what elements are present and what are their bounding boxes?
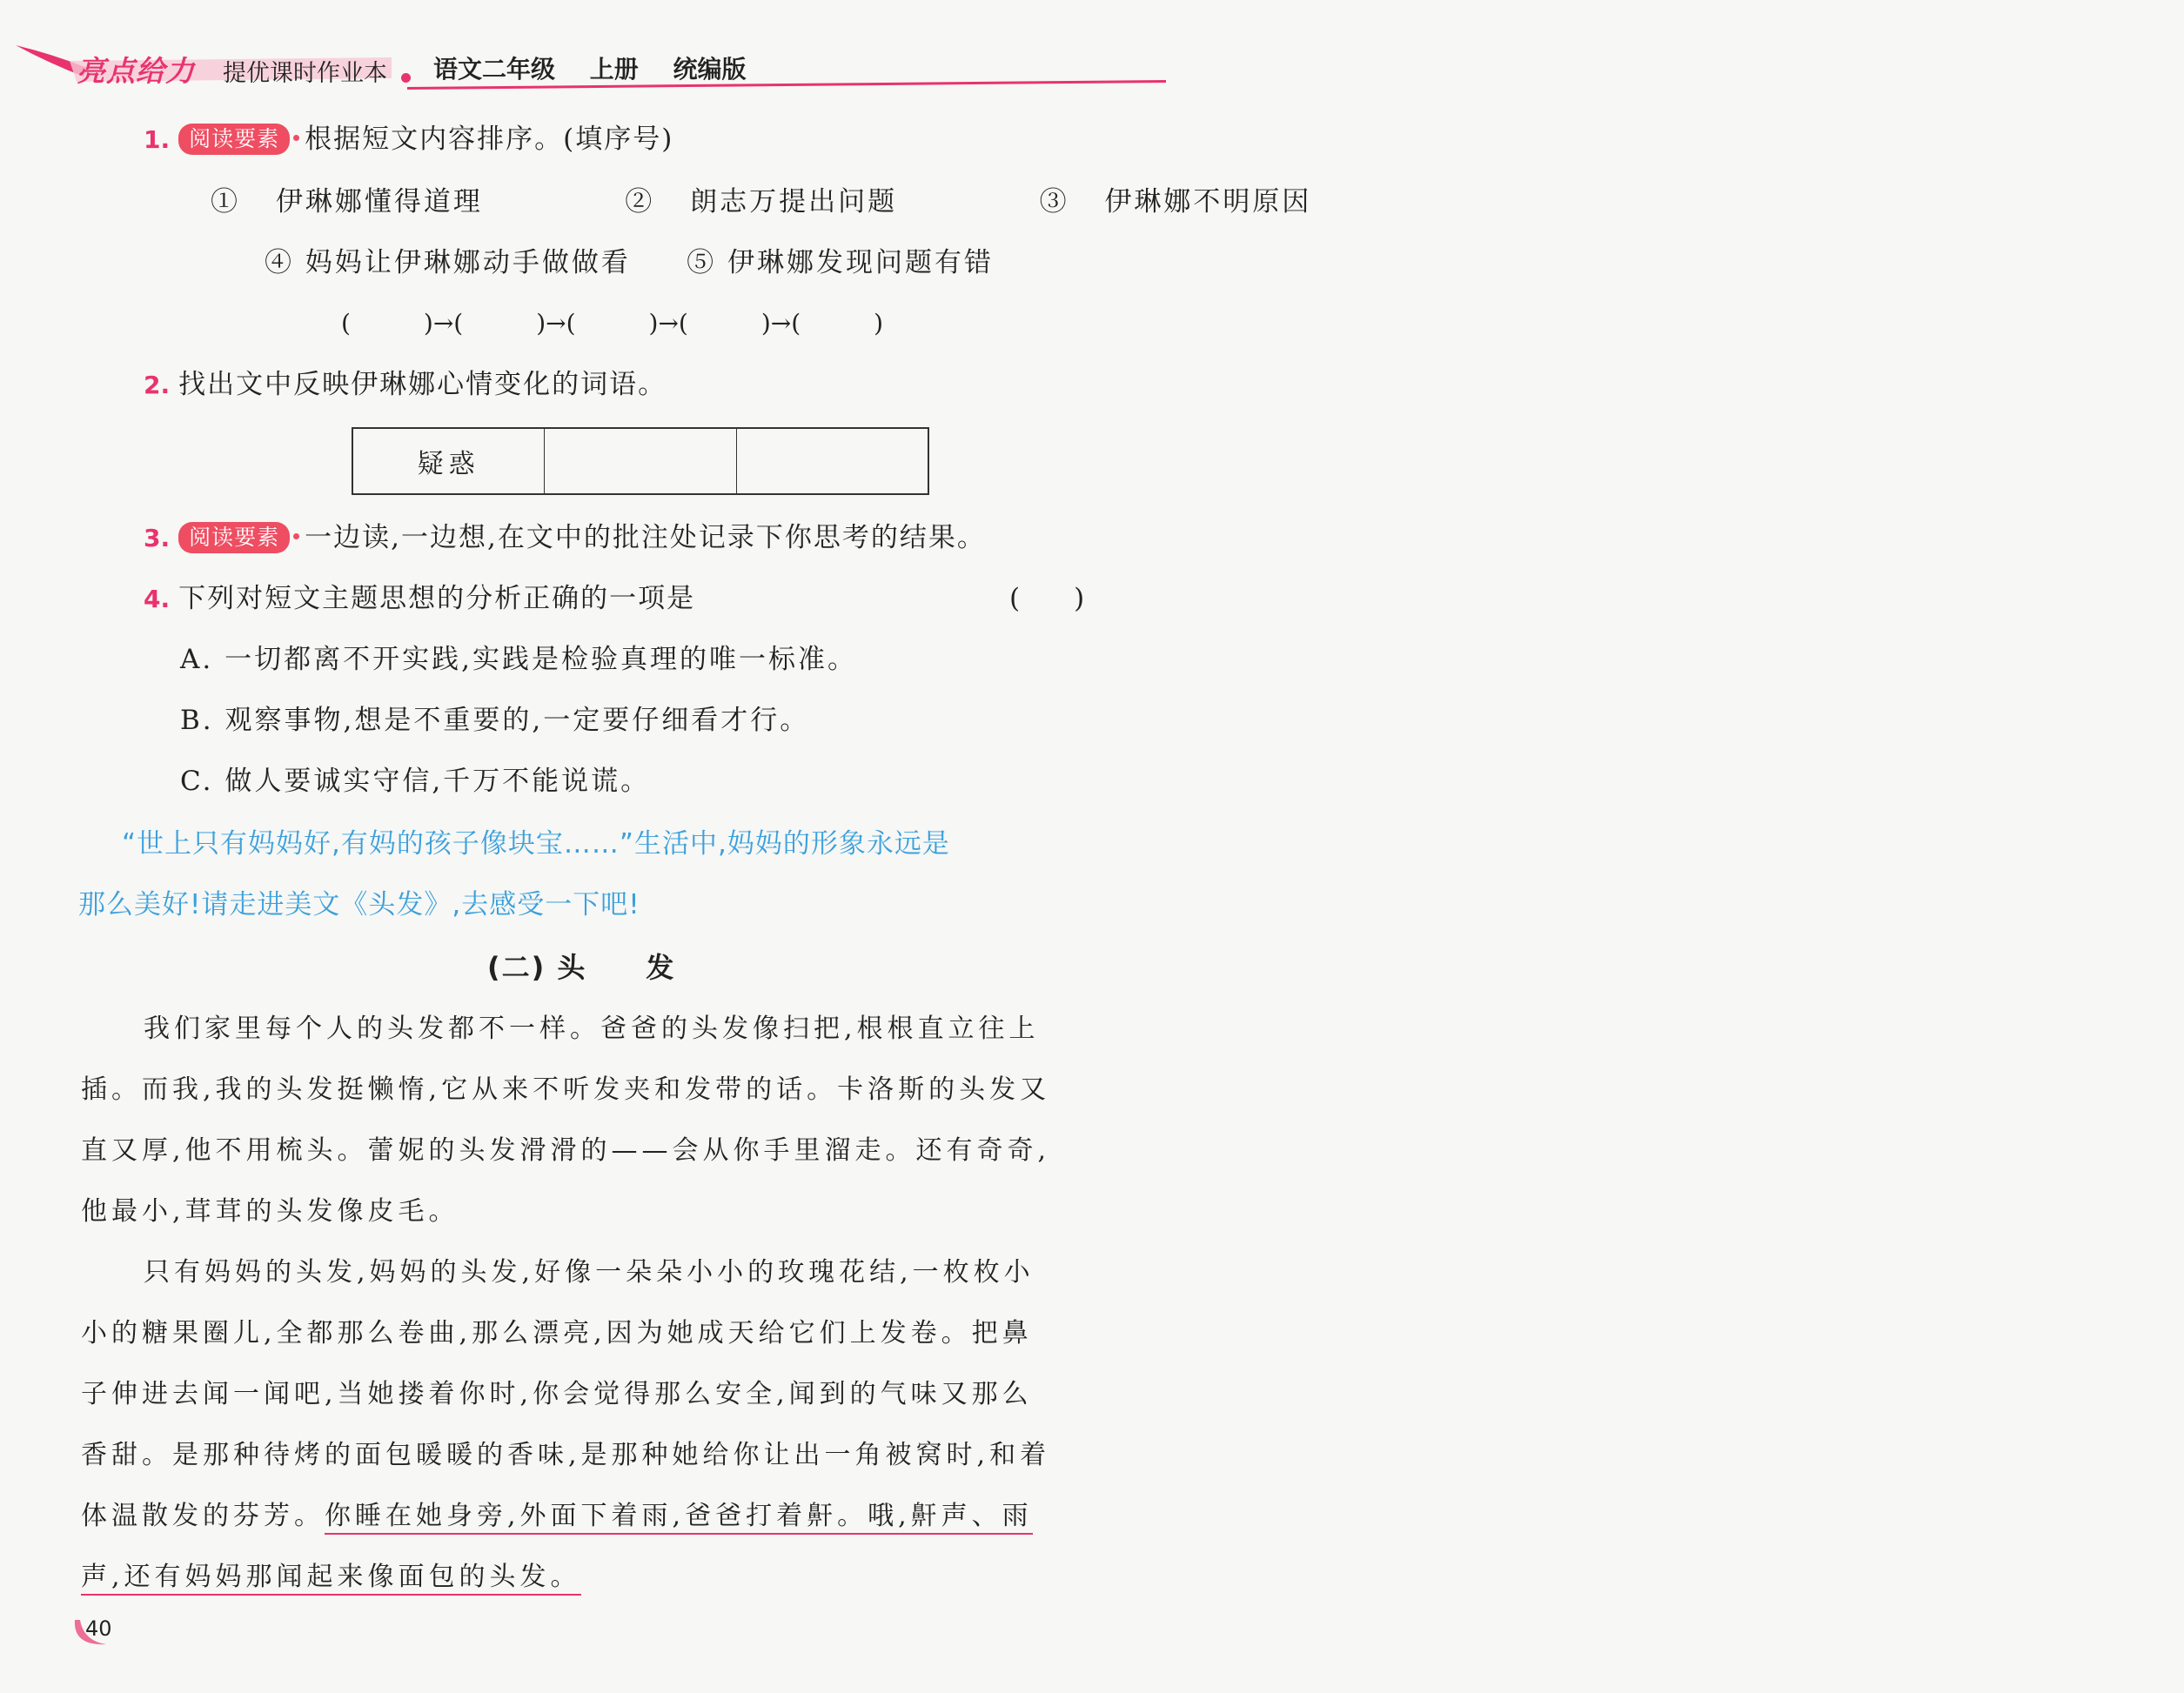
q1-answer-blanks[interactable]: ( )→( )→( )→( )→( ) (341, 309, 884, 338)
volume-label: 上册 (589, 55, 639, 84)
reading-tag: 阅读要素 (178, 124, 290, 155)
p2-line-5 (81, 1499, 1256, 1534)
question-3 (144, 520, 1318, 556)
option-3: ③ 伊琳娜不明原因 (1039, 186, 1312, 217)
header-dot (401, 73, 411, 83)
q4-option-b: B. 观察事物,想是不重要的,一定要仔细看才行。 (180, 705, 810, 736)
p2-line-5-plain: 体温散发的芬芳。 (81, 1501, 325, 1531)
question-prompt: 找出文中反映伊琳娜心情变化的词语。 (178, 369, 667, 400)
p1-line-4: 他最小,茸茸的头发像皮毛。 (81, 1196, 459, 1227)
option-2: ② 朗志万提出问题 (625, 186, 898, 217)
option-4: ④ 妈妈让伊琳娜动手做做看 (265, 247, 631, 278)
question-prompt: 一边读,一边想,在文中的批注处记录下你思考的结果。 (305, 522, 986, 553)
table-cell-1: 疑惑 (353, 429, 545, 493)
question-prompt: 根据短文内容排序。(填序号) (305, 124, 674, 155)
p1-line-3: 直又厚,他不用梳头。蕾妮的头发滑滑的——会从你手里溜走。还有奇奇, (81, 1135, 1051, 1166)
question-1 (144, 122, 1318, 157)
grade-label: 语文二年级 (433, 55, 556, 84)
underlined-annotation-text-end: 声,还有妈妈那闻起来像面包的头发。 (81, 1562, 581, 1596)
brand-title: 亮点给力 (77, 54, 195, 88)
table-cell-2[interactable] (545, 429, 736, 493)
p2-line-2: 小的糖果圈儿,全都那么卷曲,那么漂亮,因为她成天给它们上发卷。把鼻 (81, 1318, 1033, 1348)
question-number: 4. (144, 585, 171, 613)
question-2 (144, 367, 1318, 403)
story-intro-line-1: “世上只有妈妈好,有妈的孩子像块宝……”生活中,妈妈的形象永远是 (122, 828, 950, 860)
emotion-word-table (352, 427, 929, 495)
p2-line-6 (81, 1560, 1256, 1595)
option-1: ① 伊琳娜懂得道理 (211, 186, 483, 217)
q1-options-row-1 (211, 184, 1385, 219)
option-5: ⑤ 伊琳娜发现问题有错 (687, 247, 994, 278)
question-number: 2. (144, 371, 171, 399)
tag-dot (293, 135, 299, 141)
story-intro-line-2: 那么美好!请走进美文《头发》,去感受一下吧! (78, 889, 640, 920)
q4-answer-paren[interactable]: ( ) (1009, 583, 1085, 614)
p1-line-1: 我们家里每个人的头发都不一样。爸爸的头发像扫把,根根直立往上 (144, 1014, 1040, 1044)
underlined-annotation-text: 你睡在她身旁,外面下着雨,爸爸打着鼾。哦,鼾声、雨 (325, 1501, 1033, 1535)
edition-label: 统编版 (673, 55, 747, 84)
table-cell-3[interactable] (737, 429, 928, 493)
p2-line-3: 子伸进去闻一闻吧,当她搂着你时,你会觉得那么安全,闻到的气味又那么 (81, 1379, 1033, 1409)
q4-option-a: A. 一切都离不开实践,实践是检验真理的唯一标准。 (180, 644, 857, 675)
p1-line-2: 插。而我,我的头发挺懒惰,它从来不听发夹和发带的话。卡洛斯的头发又 (81, 1074, 1051, 1105)
question-prompt: 下列对短文主题思想的分析正确的一项是 (178, 583, 696, 614)
p2-line-4: 香甜。是那种待烤的面包暖暖的香味,是那种她给你让出一角被窝时,和着 (81, 1440, 1051, 1470)
page-number: 40 (85, 1616, 112, 1641)
tag-dot (293, 533, 299, 539)
question-number: 3. (144, 524, 171, 552)
question-number: 1. (144, 125, 171, 154)
q1-options-row-2 (265, 245, 1439, 280)
page-header (0, 0, 1175, 104)
q4-option-c: C. 做人要诚实守信,千万不能说谎。 (180, 766, 651, 797)
p2-line-1: 只有妈妈的头发,妈妈的头发,好像一朵朵小小的玫瑰花结,一枚枚小 (144, 1257, 1035, 1288)
grade-info (433, 50, 747, 85)
brand-subtitle: 提优课时作业本 (223, 60, 387, 87)
reading-tag: 阅读要素 (178, 522, 290, 553)
story-title: (二) 头 发 (487, 951, 676, 984)
